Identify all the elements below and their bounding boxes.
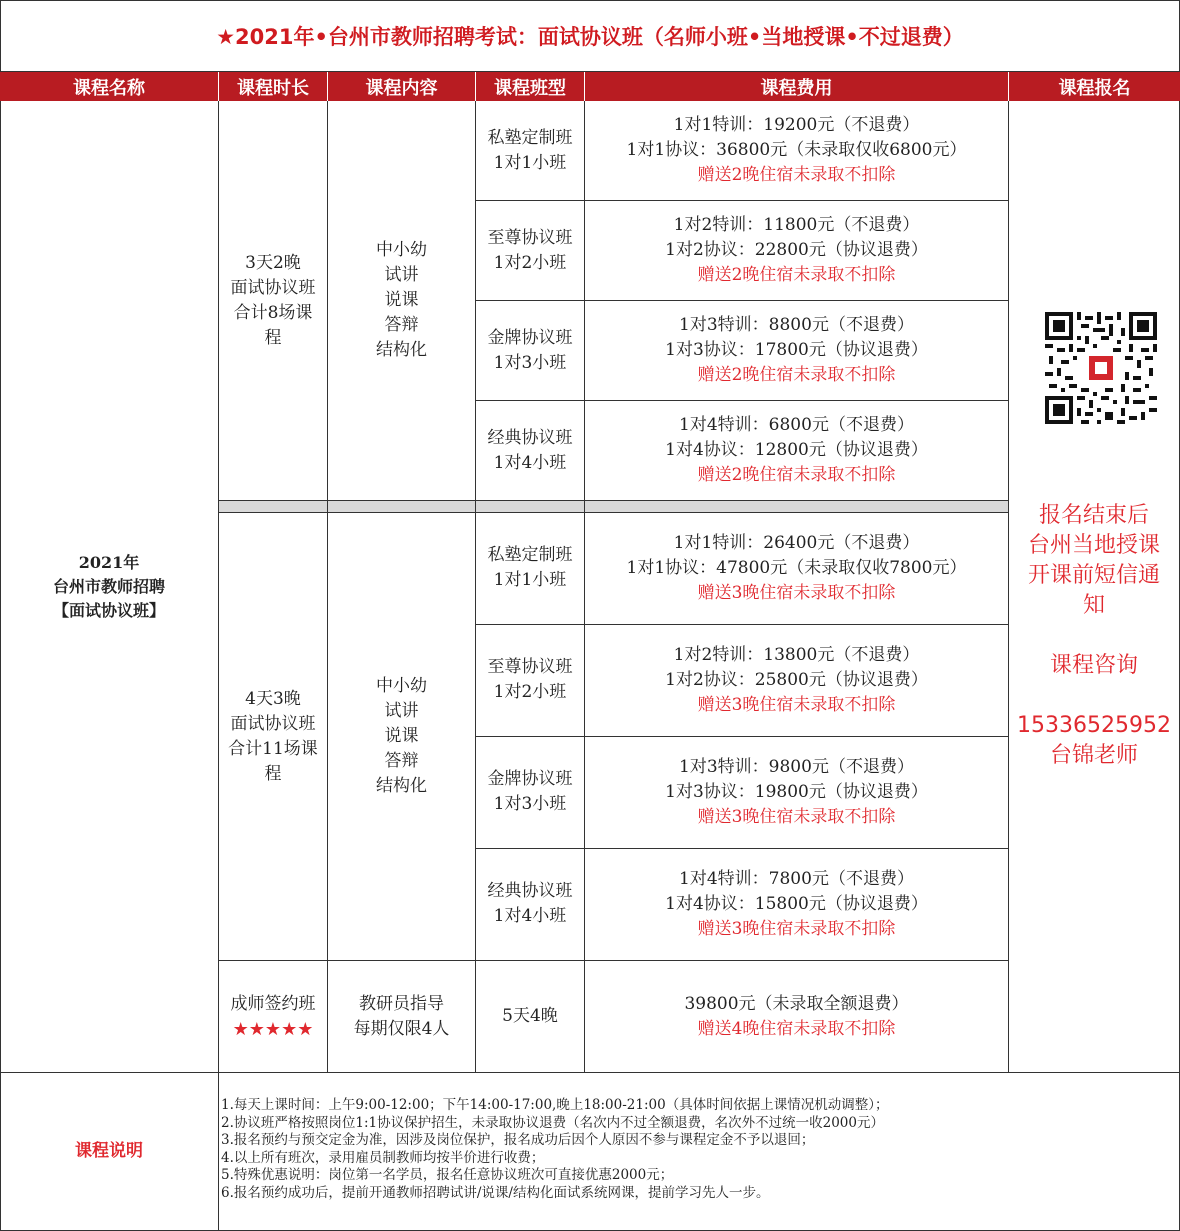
- fee-cell: [585, 849, 1008, 960]
- class-type-cell: [476, 625, 584, 736]
- fee-gift: 赠送2晚住宿未录取不扣除: [697, 465, 896, 485]
- fee-training: 1对4特训：7800元（不退费）: [679, 869, 914, 889]
- group3-name-cell: [219, 961, 327, 1072]
- fee-agreement: 1对1协议：36800元（未录取仅收6800元）: [626, 140, 967, 160]
- fee-gift: 赠送3晚住宿未录取不扣除: [697, 695, 896, 715]
- class-type-name: 经典协议班: [487, 427, 573, 448]
- qr-code-icon[interactable]: [1045, 312, 1157, 424]
- phone-number[interactable]: 15336525952: [1017, 713, 1171, 738]
- class-type-size: 1对2小班: [493, 682, 567, 702]
- duration-line: 面试协议班: [230, 713, 316, 734]
- fee-gift: 赠送2晚住宿未录取不扣除: [697, 165, 896, 185]
- fee-cell: [585, 513, 1008, 624]
- class-type-size: 1对1小班: [493, 152, 567, 173]
- fee-gift: 赠送3晚住宿未录取不扣除: [697, 583, 896, 603]
- header-course-name: 课程名称: [0, 72, 219, 101]
- class-type-name: 金牌协议班: [487, 327, 573, 348]
- fee-gift: 赠送4晚住宿未录取不扣除: [697, 1018, 896, 1039]
- fee-training: 1对1特训：26400元（不退费）: [673, 533, 920, 553]
- registration-info: [1009, 501, 1179, 771]
- teacher-name: 台锦老师: [1049, 743, 1138, 768]
- duration-line: 面试协议班: [230, 277, 316, 298]
- star-rating: ★★★★★: [232, 1018, 314, 1040]
- class-type-cell: [476, 201, 584, 300]
- fee-training: 1对1特训：19200元（不退费）: [673, 115, 920, 135]
- fee-training: 1对2特训：13800元（不退费）: [673, 645, 920, 665]
- group3-type: [476, 961, 584, 1072]
- class-type-name: 至尊协议班: [487, 227, 573, 248]
- class-type-name: 金牌协议班: [487, 769, 573, 789]
- fee-gift: 赠送3晚住宿未录取不扣除: [697, 919, 896, 939]
- fee-cell: [585, 737, 1008, 848]
- fee-agreement: 1对3协议：19800元（协议退费）: [665, 782, 928, 802]
- note-item: 1.每天上课时间：上午9:00-12:00；下午14:00-17:00,晚上18:00-21:00（具体时间依据上课情况机动调整）；: [221, 1097, 889, 1113]
- duration-line: 合计8场课: [233, 302, 313, 323]
- class-type-size: 1对2小班: [493, 252, 567, 273]
- note-item: 3.报名预约与预交定金为准，因涉及岗位保护，报名成功后因个人原因不参与课程定金不予以退回；: [221, 1132, 815, 1148]
- class-type-name: 至尊协议班: [487, 657, 573, 677]
- note-item: 5.特殊优惠说明：岗位第一名学员，报名任意协议班次可直接优惠2000元；: [221, 1167, 674, 1183]
- course-name-line: 2021年: [78, 552, 140, 572]
- content-line: 试讲: [384, 701, 419, 721]
- fee-training: 1对4特训：6800元（不退费）: [679, 415, 914, 435]
- class-type-size: 1对3小班: [493, 352, 567, 373]
- fee-agreement: 1对2协议：25800元（协议退费）: [665, 670, 928, 690]
- class-type-size: 1对4小班: [493, 906, 567, 926]
- class-type-size: 1对4小班: [493, 452, 567, 473]
- note-item: 4.以上所有班次，录用雇员制教师均按半价进行收费；: [221, 1149, 545, 1166]
- class-type-cell: [476, 401, 584, 500]
- registration-column: [1009, 101, 1179, 1072]
- fee-cell: [585, 301, 1008, 400]
- class-type-name: 5天4晚: [502, 1006, 558, 1026]
- content-line: 试讲: [384, 265, 419, 285]
- class-type-cell: [476, 737, 584, 848]
- class-type-name: 经典协议班: [487, 881, 573, 901]
- group2-content: [328, 513, 475, 960]
- duration-line: 程: [264, 327, 282, 348]
- header-class-type: 课程班型: [476, 72, 585, 101]
- class-type-name: 私塾定制班: [487, 545, 573, 565]
- course-name-line: 【面试协议班】: [52, 600, 165, 620]
- course-name-cell: [0, 101, 218, 1072]
- fee-gift: 赠送3晚住宿未录取不扣除: [697, 807, 896, 827]
- fee-agreement: 1对3协议：17800元（协议退费）: [665, 340, 928, 360]
- registration-line: 开课前短信通: [1027, 563, 1160, 588]
- class-type-cell: [476, 301, 584, 400]
- note-item: 2.协议班严格按照岗位1:1协议保护招生，未录取协议退费（名次内不过全额退费，名次外不过统一收2000元）: [221, 1114, 884, 1131]
- header-duration: 课程时长: [219, 72, 328, 101]
- header-fee: 课程费用: [585, 72, 1009, 101]
- content-line: 答辩: [384, 315, 419, 335]
- fee-agreement: 1对2协议：22800元（协议退费）: [665, 240, 928, 260]
- fee-training: 1对3特训：9800元（不退费）: [679, 757, 914, 777]
- registration-line: 台州当地授课: [1027, 533, 1160, 558]
- class-type-cell: [476, 513, 584, 624]
- content-line: 说课: [384, 290, 419, 310]
- content-line: 教研员指导: [359, 993, 444, 1014]
- fee-agreement: 1对4协议：12800元（协议退费）: [665, 440, 928, 460]
- consult-label: 课程咨询: [1049, 653, 1138, 678]
- fee-gift: 赠送2晚住宿未录取不扣除: [697, 265, 896, 285]
- note-item: 6.报名预约成功后，提前开通教师招聘试讲/说课/结构化面试系统网课，提前学习先人一步。: [221, 1184, 770, 1201]
- fee-agreement: 1对1协议：47800元（未录取仅收7800元）: [626, 558, 967, 578]
- header-content: 课程内容: [328, 72, 476, 101]
- class-type-name: 私塾定制班: [487, 127, 573, 148]
- header-registration: 课程报名: [1009, 72, 1180, 101]
- content-line: 中小幼: [376, 676, 427, 696]
- content-line: 结构化: [376, 340, 427, 360]
- group2-duration: [219, 513, 327, 960]
- registration-line: 报名结束后: [1038, 503, 1149, 528]
- content-line: 结构化: [376, 776, 427, 796]
- duration-line: 程: [264, 763, 282, 784]
- fee-cell: [585, 625, 1008, 736]
- fee-total: 39800元（未录取全额退费）: [684, 993, 909, 1014]
- class-type-cell: [476, 101, 584, 200]
- fee-cell: [585, 961, 1008, 1072]
- course-name-line: 台州市教师招聘: [52, 576, 165, 596]
- duration-line: 4天3晚: [245, 688, 301, 709]
- fee-agreement: 1对4协议：15800元（协议退费）: [665, 894, 928, 914]
- duration-line: 合计11场课: [228, 738, 318, 759]
- registration-line: 知: [1082, 593, 1105, 618]
- fee-cell: [585, 401, 1008, 500]
- fee-training: 1对2特训：11800元（不退费）: [673, 215, 920, 235]
- group3-name: 成师签约班: [230, 993, 316, 1014]
- content-line: 答辩: [384, 751, 419, 771]
- fee-training: 1对3特训：8800元（不退费）: [679, 315, 914, 335]
- notes-list: [221, 1097, 1177, 1202]
- fee-cell: [585, 101, 1008, 200]
- fee-gift: 赠送2晚住宿未录取不扣除: [697, 365, 896, 385]
- page-title: ★2021年•台州市教师招聘考试：面试协议班（名师小班•当地授课•不过退费）: [0, 0, 1180, 72]
- class-type-size: 1对1小班: [493, 570, 567, 590]
- class-type-cell: [476, 849, 584, 960]
- duration-line: 3天2晚: [245, 252, 301, 273]
- group1-duration: [219, 101, 327, 500]
- content-line: 中小幼: [376, 240, 427, 260]
- notes-label: 课程说明: [75, 1141, 143, 1161]
- content-line: 每期仅限4人: [353, 1018, 450, 1039]
- group1-content: [328, 101, 475, 500]
- group3-content: [328, 961, 475, 1072]
- class-type-size: 1对3小班: [493, 794, 567, 814]
- grid-line: [218, 500, 1009, 501]
- fee-cell: [585, 201, 1008, 300]
- content-line: 说课: [384, 726, 419, 746]
